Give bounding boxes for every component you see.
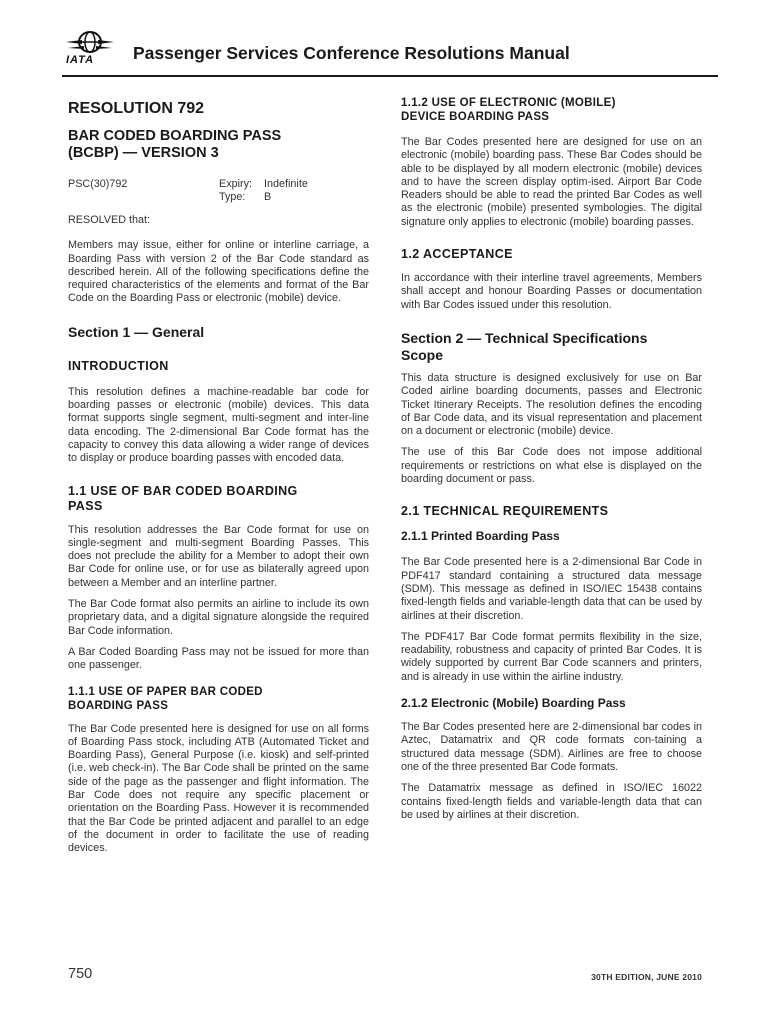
logo-text: IATA [66,54,95,66]
paragraph-1-1-c: A Bar Coded Boarding Pass may not be issued for more than one passenger. [68,645,369,672]
resolution-code: PSC(30)792 [68,178,128,190]
paragraph-2-1-2-a: The Bar Codes presented here are 2-dimensional bar codes in Aztec, Datamatrix and QR code formats con-taining a structured data message (SDM). Airlines are free to choose one of the three presented Bar Code formats. [401,721,702,773]
introduction-heading: INTRODUCTION [68,358,169,373]
paragraph-1-1-1: The Bar Code presented here is designed for use on all forms of Boarding Pass stock, including ATB (Automated Ticket and Boarding Pass), General Purpose (i.e. kiosk) and self-printed (i.e. web check-in). The Bar Code shall be printed on the same side of the page as the passenger and flight information. The Bar Code does not require any specific placement or orientation on the Boarding Pass. However it is recommended that the Bar Code be printed adjacent and parallel to an edge of the document in order to facilitate the use of reading devices. [68,722,369,855]
heading-1-1 [68,484,369,514]
paragraph-1-1-b: The Bar Code format also permits an airline to include its own proprietary data, and a digital signature alongside the required Bar Code information. [68,598,369,637]
paragraph-2-1-1-a: The Bar Code presented here is a 2-dimensional Bar Code in PDF417 standard containing a structured data message (SDM). This message as defined in ISO/IEC 15438 contains fixed-length fields and variable-length data that can be used by airlines at their discretion. [401,556,702,622]
heading-2-1-2: 2.1.2 Electronic (Mobile) Boarding Pass [401,696,626,711]
heading-1-1-2 [401,96,702,124]
expiry-value: Indefinite [264,178,308,190]
paragraph-2-1-1-b: The PDF417 Bar Code format permits flexibility in the size, readability, robustness and capacity of printed Bar Codes. It is widely supported by current Bar Code scanners and printers, and is already in use within the airline industry. [401,630,702,683]
section-2-heading [401,330,702,364]
scope-paragraph-b: The use of this Bar Code does not impose additional requirements or restrictions on what else is displayed on the boarding document or pass. [401,446,702,486]
subtitle-line-1: BAR CODED BOARDING PASS [68,128,282,144]
subtitle-line-2: (BCBP) — VERSION 3 [68,145,219,161]
right-column [401,96,702,822]
type-label: Type: [219,191,246,203]
section-2-line-2: Scope [401,346,444,363]
header-rule [62,75,718,77]
heading-2-1-1: 2.1.1 Printed Boarding Pass [401,529,560,544]
heading-1-2: 1.2 ACCEPTANCE [401,247,513,262]
resolution-subtitle [68,128,369,162]
page-header [62,28,722,72]
scope-paragraph-a: This data structure is designed exclusively for use on Bar Coded airline boarding documents, passes and Electronic Ticket Itinerary Receipts. The resolution defines the encoding of Bar Code data, and its visual representation and placement on a document or electronic (mobile) device. [401,371,702,438]
heading-1-1-line-2: PASS [68,498,103,513]
heading-1-1-2-line-1: 1.1.2 USE OF ELECTRONIC (MOBILE) [401,97,616,109]
paragraph-1-1-a: This resolution addresses the Bar Code format for use on single-segment and multi-segment Boarding Passes. This does not preclude the ability for a Member to adopt their own Bar Code for online use, or for use as bilaterally agreed upon between a Member and an interline partner. [68,523,369,589]
edition-label: 30TH EDITION, JUNE 2010 [591,972,702,982]
section-2-line-1: Section 2 — Technical Specifications [401,329,648,346]
resolved-text: RESOLVED that: [68,214,151,226]
heading-1-1-1 [68,685,369,713]
type-value: B [264,191,272,203]
section-1-heading: Section 1 — General [68,323,205,340]
left-column [68,96,369,856]
heading-1-1-1-line-2: BOARDING PASS [68,699,169,712]
paragraph-2-1-2-b: The Datamatrix message as defined in ISO/IEC 16022 contains fixed-length fields and variable-length data that can be used by airlines at their discretion. [401,782,702,821]
paragraph-1-1-2: The Bar Codes presented here are designed for use on an electronic (mobile) boarding pass. These Bar Codes should be able to be displayed by all modern electronic (mobile) devices and to have the screen display optim-ised. Airport Bar Code Readers should be able to read the printed Bar Codes as well as the electronic (mobile) presented symbologies. The digital signature only applies to electronic (mobile) boarding passes. [401,136,702,228]
manual-title: Passenger Services Conference Resolutions Manual [133,43,570,63]
expiry-label: Expiry: [219,178,252,190]
heading-2-1: 2.1 TECHNICAL REQUIREMENTS [401,504,609,519]
resolution-meta [68,178,369,208]
page-number: 750 [68,966,93,982]
heading-1-1-2-line-2: DEVICE BOARDING PASS [401,111,550,123]
intro-paragraph: Members may issue, either for online or interline carriage, a Boarding Pass with version 2 of the Bar Code standard as described herein. All of the following specifications define the required characteristics of the elements and format of the Bar Code on the Boarding Pass or electronic (mobile) device. [68,239,369,305]
heading-1-1-1-line-1: 1.1.1 USE OF PAPER BAR CODED [68,685,263,698]
introduction-paragraph: This resolution defines a machine-readable bar code for boarding passes or electronic (mobile) devices. This data format supports single segment, multi-segment and inter-line data encoding. The 2-dimensional Bar Code format has the capacity to convey this data allowing a wider range of devices to display or produce boarding passes with encoded data. [68,385,369,465]
heading-1-1-line-1: 1.1 USE OF BAR CODED BOARDING [68,483,298,498]
resolution-title: RESOLUTION 792 [68,100,205,117]
paragraph-1-2: In accordance with their interline travel agreements, Members shall accept and honour Boarding Passes or documentation with Bar Codes issued under this resolution. [401,272,702,311]
